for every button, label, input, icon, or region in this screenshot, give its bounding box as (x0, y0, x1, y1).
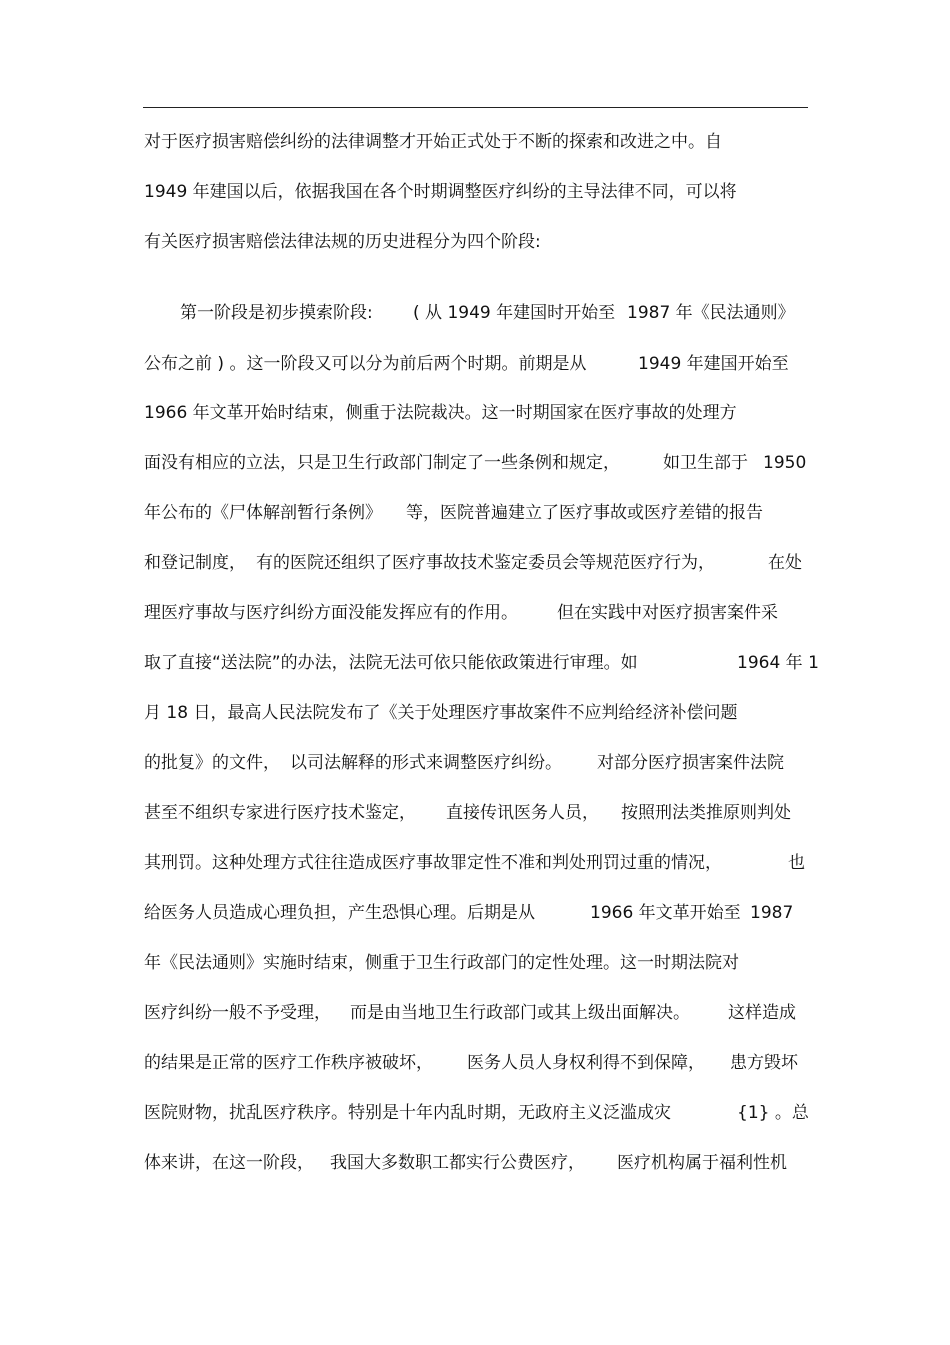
text-segment: 1987 年《民法通则》 (627, 303, 795, 323)
text-segment: 的结果是正常的医疗工作秩序被破坏， (144, 1053, 433, 1073)
text-segment: 甚至不组织专家进行医疗技术鉴定， (144, 803, 416, 823)
text-segment: 医院财物，扰乱医疗秩序。特别是十年内乱时期，无政府主义泛滥成灾 (144, 1103, 671, 1123)
text-segment: 和登记制度， (144, 553, 246, 573)
text-segment: 1949 年建国开始至 (638, 354, 789, 374)
text-line (144, 548, 802, 578)
text-segment: 理医疗事故与医疗纠纷方面没能发挥应有的作用。 (144, 603, 518, 623)
text-line (144, 498, 763, 528)
text-line (144, 698, 738, 728)
text-segment: 按照刑法类推原则判处 (621, 803, 791, 823)
text-segment: 的批复》的文件， (144, 753, 280, 773)
text-segment: 1966 年文革开始时结束，侧重于法院裁决。这一时期国家在医疗事故的处理方 (144, 403, 737, 423)
text-line (144, 848, 805, 878)
text-segment: 1966 年文革开始至 (590, 903, 741, 923)
text-segment: 对于医疗损害赔偿纠纷的法律调整才开始正式处于不断的探索和改进之中。自 (144, 132, 722, 152)
text-line (144, 648, 819, 678)
text-line (144, 127, 722, 157)
text-segment: 等，医院普遍建立了医疗事故或医疗差错的报告 (406, 503, 763, 523)
text-segment: 以司法解释的形式来调整医疗纠纷。 (290, 753, 562, 773)
text-segment: 公布之前 ) 。这一阶段又可以分为前后两个时期。前期是从 (144, 354, 587, 374)
text-segment: 其刑罚。这种处理方式往往造成医疗事故罪定性不准和判处刑罚过重的情况， (144, 853, 722, 873)
text-segment: 第一阶段是初步摸索阶段: (180, 303, 373, 323)
text-line (144, 1148, 787, 1178)
text-segment: 给医务人员造成心理负担，产生恐惧心理。后期是从 (144, 903, 535, 923)
text-segment: 但在实践中对医疗损害案件采 (557, 603, 778, 623)
text-segment: 患方毁坏 (730, 1053, 798, 1073)
text-segment: 有关医疗损害赔偿法律法规的历史进程分为四个阶段: (144, 232, 541, 252)
text-line (144, 598, 778, 628)
text-line (144, 798, 791, 828)
text-segment: 在处 (768, 553, 802, 573)
text-line (144, 448, 807, 478)
text-segment: 1950 (763, 453, 807, 473)
text-segment: 1964 年 1 (737, 653, 819, 673)
text-segment: ( 从 1949 年建国时开始至 (413, 303, 616, 323)
text-line (144, 748, 784, 778)
text-segment: 如卫生部于 (663, 453, 748, 473)
text-segment: 对部分医疗损害案件法院 (597, 753, 784, 773)
text-line (144, 177, 737, 207)
text-segment: 直接传讯医务人员， (446, 803, 599, 823)
text-segment: 我国大多数职工都实行公费医疗， (330, 1153, 585, 1173)
text-segment: 也 (788, 853, 805, 873)
text-segment: 体来讲，在这一阶段， (144, 1153, 314, 1173)
text-line (144, 1098, 809, 1128)
text-segment: 有的医院还组织了医疗事故技术鉴定委员会等规范医疗行为， (256, 553, 715, 573)
header-rule (143, 107, 808, 108)
text-segment: 医疗机构属于福利性机 (617, 1153, 787, 1173)
text-segment: 医疗纠纷一般不予受理， (144, 1003, 331, 1023)
text-line (144, 998, 796, 1028)
text-segment: 1987 (750, 903, 794, 923)
text-segment: 而是由当地卫生行政部门或其上级出面解决。 (350, 1003, 690, 1023)
text-segment: 年公布的《尸体解剖暂行条例》 (144, 503, 382, 523)
text-segment: 1949 年建国以后，依据我国在各个时期调整医疗纠纷的主导法律不同，可以将 (144, 182, 737, 202)
text-line (144, 898, 794, 928)
text-segment: {1} 。总 (737, 1103, 809, 1123)
text-line (144, 1048, 798, 1078)
text-segment: 这样造成 (728, 1003, 796, 1023)
text-line (144, 298, 795, 328)
text-segment: 面没有相应的立法，只是卫生行政部门制定了一些条例和规定， (144, 453, 620, 473)
text-line (144, 948, 739, 978)
text-segment: 月 18 日，最高人民法院发布了《关于处理医疗事故案件不应判给经济补偿问题 (144, 703, 738, 723)
text-segment: 取了直接“送法院”的办法，法院无法可依只能依政策进行审理。如 (144, 653, 638, 673)
text-segment: 年《民法通则》实施时结束，侧重于卫生行政部门的定性处理。这一时期法院对 (144, 953, 739, 973)
text-segment: 医务人员人身权利得不到保障， (467, 1053, 705, 1073)
text-line (144, 398, 737, 428)
text-line (144, 227, 541, 257)
text-line (144, 349, 789, 379)
